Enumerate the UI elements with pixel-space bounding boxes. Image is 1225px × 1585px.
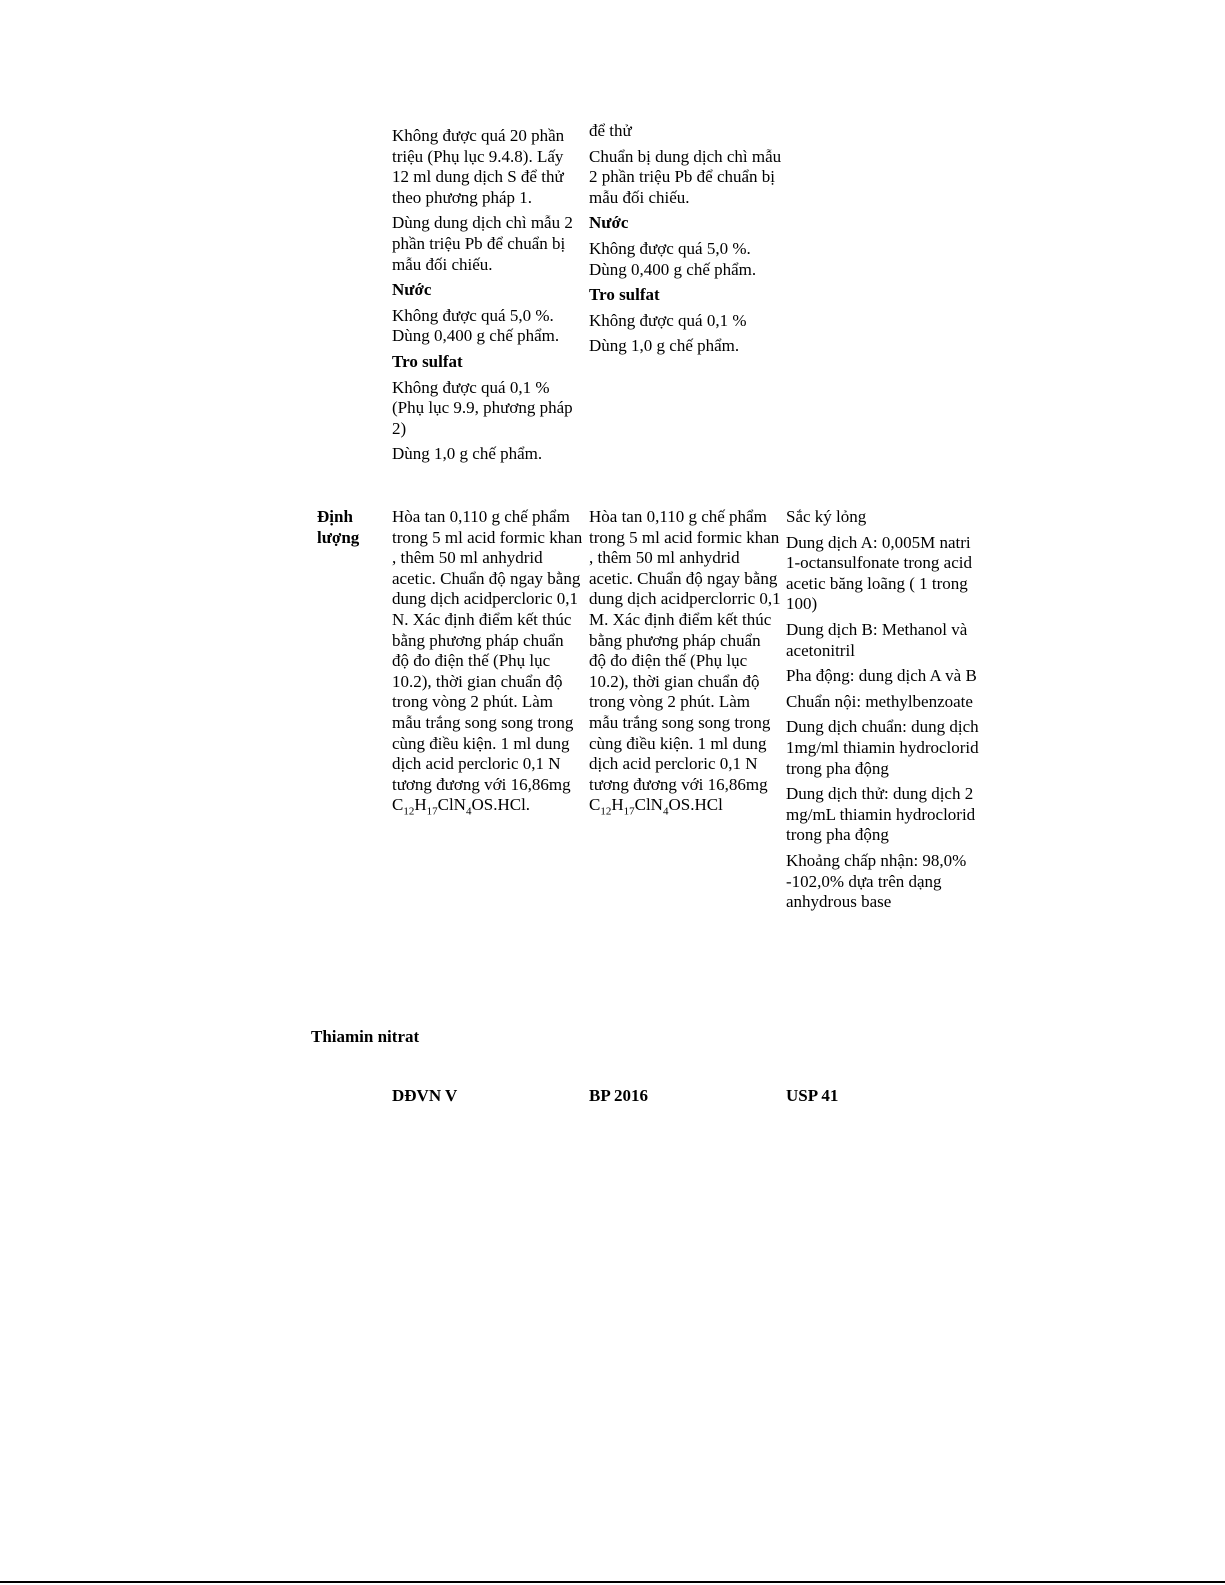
header-bp: BP 2016 [589, 1086, 649, 1105]
usp-method: Sắc ký lỏng [786, 507, 867, 526]
assay-usp-cell [786, 507, 982, 918]
sulfated-ash-amount: Dùng 1,0 g chế phẩm. [589, 336, 740, 356]
assay-label: Định lượng [317, 507, 360, 547]
sulfated-ash-limit: Không được quá 0,1 % [589, 310, 747, 330]
usp-test-solution: Dung dịch thử: dung dịch 2 mg/mL thiamin hydroclorid trong pha động [786, 784, 976, 845]
upper-bp-column [589, 121, 787, 362]
lead-reference-text: Dùng dung dịch chì mẫu 2 phần triệu Pb để chuẩn bị mẫu đối chiếu. [392, 213, 573, 274]
usp-acceptance: Khoảng chấp nhận: 98,0% -102,0% dựa trên dạng anhydrous base [786, 850, 967, 912]
header-ddvn: DĐVN V [392, 1086, 458, 1105]
assay-bp-cell [589, 507, 781, 822]
page-bottom-rule [0, 1581, 1225, 1583]
sulfated-ash-heading: Tro sulfat [589, 285, 660, 305]
usp-solution-b: Dung dịch B: Methanol và acetonitril [786, 619, 968, 660]
usp-internal-standard: Chuẩn nội: methylbenzoate [786, 691, 973, 711]
assay-ddvn-text: Hòa tan 0,110 g chế phẩm trong 5 ml acid formic khan , thêm 50 ml anhydrid acetic. Chuẩn độ ngay bằng dung dịch acidpercloric 0,1 N. Xác định điểm kết thúc bằng phương pháp chuẩn độ đo điện thế (Phụ lục 10.2), thời gian chuẩn độ trong vòng 2 phút. Làm mẫu trắng song song trong cùng điều kiện. 1 ml dung dịch acid percloric 0,1 N tương đương với 16,86mg [392, 507, 583, 794]
water-heading: Nước [392, 280, 432, 300]
assay-ddvn-formula: $C_{12}H_{17}ClN_4OS.HCl$. [392, 795, 531, 818]
sulfated-ash-heading: Tro sulfat [392, 351, 463, 371]
usp-standard-solution: Dung dịch chuẩn: dung dịch 1mg/ml thiamin hydroclorid trong pha động [786, 717, 979, 778]
usp-solution-a: Dung dịch A: 0,005M natri 1-octansulfonate trong acid acetic băng loãng ( 1 trong 100) [786, 532, 972, 614]
assay-ddvn-cell [392, 507, 584, 822]
water-heading: Nước [589, 213, 629, 233]
continuation-text: để thử [589, 121, 632, 140]
sulfated-ash-amount: Dùng 1,0 g chế phẩm. [392, 444, 543, 464]
assay-bp-text: Hòa tan 0,110 g chế phẩm trong 5 ml acid formic khan , thêm 50 ml anhydrid acetic. Chuẩn độ ngay bằng dung dịch acidperclorric 0,1 M. Xác định điểm kết thúc bằng phương pháp chuẩn độ đo điện thế (Phụ lục 10.2), thời gian chuẩn độ trong vòng 2 phút. Làm mẫu trắng song song trong cùng điều kiện. 1 ml dung dịch acid percloric 0,1 N tương đương với 16,86mg [589, 507, 781, 794]
section-title: Thiamin nitrat [311, 1027, 420, 1046]
lead-reference-text: Chuẩn bị dung dịch chì mẫu 2 phần triệu Pb để chuẩn bị mẫu đối chiếu. [589, 146, 782, 207]
water-text: Không được quá 5,0 %. Dùng 0,400 g chế phẩm. [589, 238, 757, 279]
sulfated-ash-limit: Không được quá 0,1 % (Phụ lục 9.9, phương pháp 2) [392, 377, 573, 438]
header-usp: USP 41 [786, 1086, 839, 1105]
usp-mobile-phase: Pha động: dung dịch A và B [786, 666, 977, 686]
upper-ddvn-column [392, 126, 584, 470]
water-text: Không được quá 5,0 %. Dùng 0,400 g chế phẩm. [392, 305, 560, 346]
impurity-limit-text: Không được quá 20 phần triệu (Phụ lục 9.4.8). Lấy 12 ml dung dịch S để thử theo phương pháp 1. [392, 126, 565, 207]
assay-bp-formula: $C_{12}H_{17}ClN_4OS.HCl$ [589, 795, 723, 818]
